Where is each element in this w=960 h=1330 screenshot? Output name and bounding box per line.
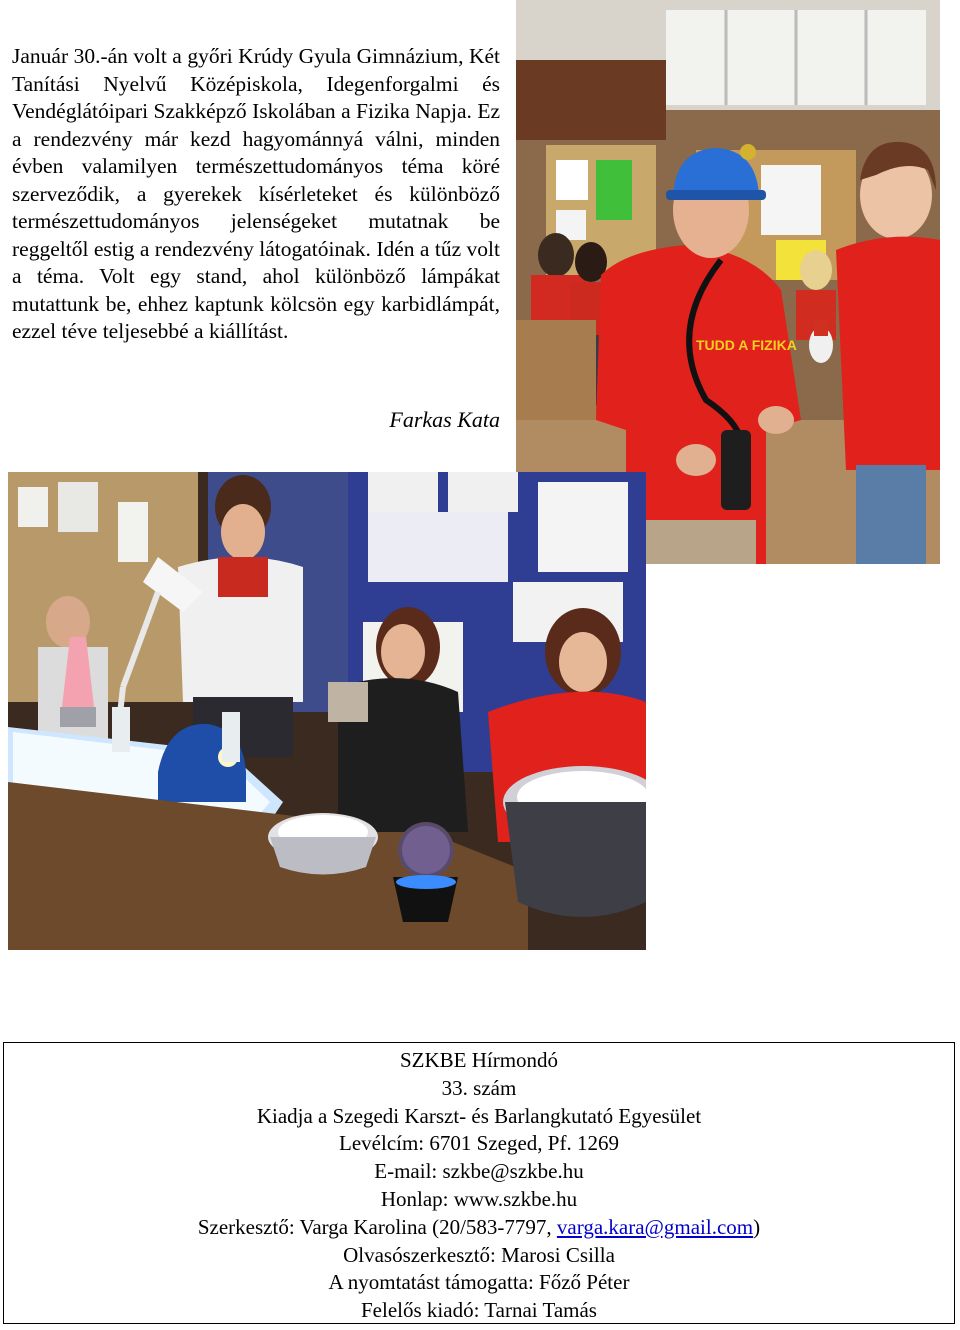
printing-support: A nyomtatást támogatta: Főző Péter: [328, 1270, 630, 1295]
editor-prefix: Szerkesztő: Varga Karolina (20/583-7797,: [197, 1214, 557, 1239]
editor-suffix: ): [753, 1214, 761, 1239]
issue-number: 33. szám: [441, 1075, 517, 1100]
impressum-box: [3, 1042, 955, 1324]
tshirt-print: TUDD A FIZIKA: [696, 337, 797, 353]
newsletter-title: SZKBE Hírmondó: [399, 1048, 559, 1072]
article-author: Farkas Kata: [389, 407, 500, 432]
photo-lamp-exhibition: [8, 472, 646, 950]
website: Honlap: www.szkbe.hu: [380, 1186, 578, 1211]
article-body: Január 30.-án volt a győri Krúdy Gyula Gimnázium, Két Tanítási Nyelvű Középiskola, Idegenforgalmi és Vendéglátóipari Szakképző Iskolában a Fizika Napja. Ez a rendezvény már kezd hagyománnyá válni, minden évben valamilyen természettudományos téma köré szerveződik, a gyerekek kísérleteket és különböző természettudományos jelenségeket mutatnak be reggeltől estig a rendezvény látogatóinak. Idén a tűz volt a téma. Volt egy stand, ahol különböző lámpákat mutattunk be, ehhez kaptunk kölcsön egy karbidlámpát, ezzel téve teljesebbé a kiállítást.: [12, 44, 500, 343]
proofreader: Olvasószerkesztő: Marosi Csilla: [343, 1242, 615, 1267]
contact-email: E-mail: szkbe@szkbe.hu: [374, 1159, 584, 1184]
postal-address: Levélcím: 6701 Szeged, Pf. 1269: [339, 1131, 619, 1156]
publisher: Kiadja a Szegedi Karszt- és Barlangkutató Egyesület: [256, 1103, 702, 1128]
editor-line: [4, 1214, 954, 1242]
responsible-publisher: Felelős kiadó: Tarnai Tamás: [361, 1298, 597, 1323]
editor-email-link[interactable]: varga.kara@gmail.com: [556, 1214, 754, 1239]
article-text: [12, 43, 500, 346]
